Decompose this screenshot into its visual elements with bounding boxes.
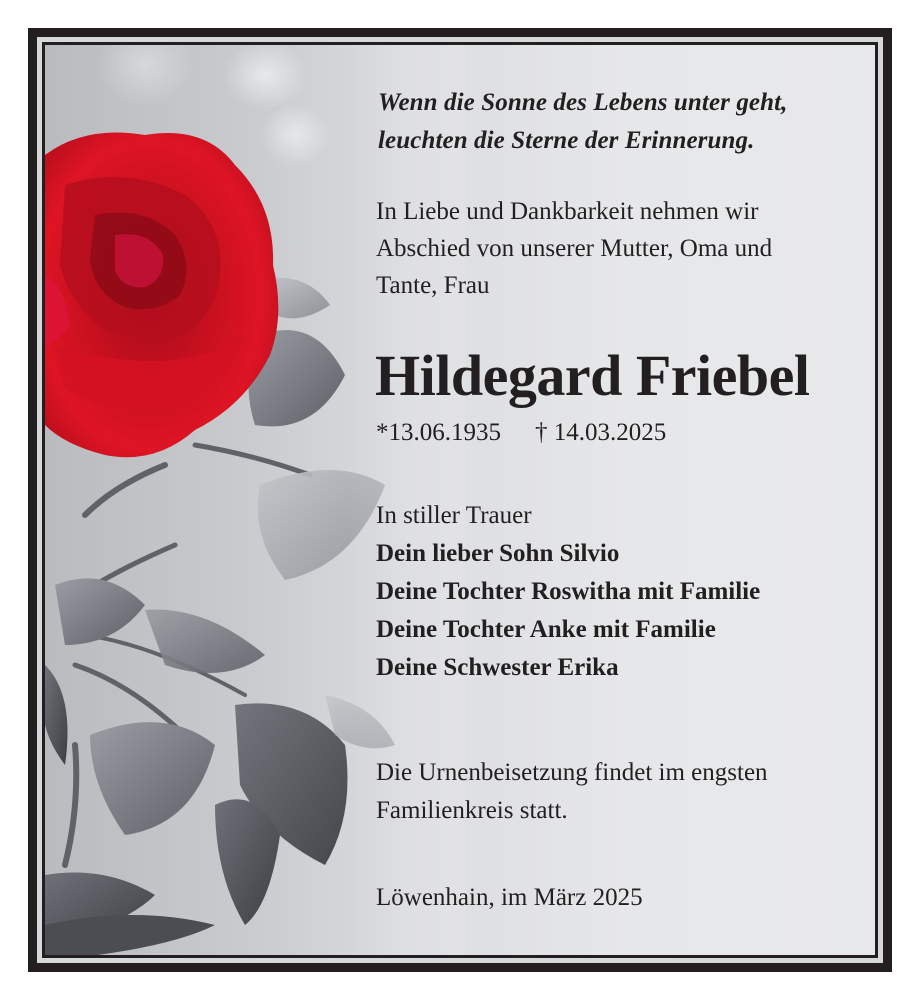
place-and-date: Löwenhain, im März 2025 — [376, 884, 643, 911]
mourning-label: In stiller Trauer — [376, 502, 532, 529]
intro-line-1: In Liebe und Dankbarkeit nehmen wir — [376, 198, 759, 225]
quote-line-1: Wenn die Sonne des Lebens unter geht, — [378, 89, 788, 116]
obituary-card — [42, 42, 878, 958]
birth-symbol: * — [376, 419, 389, 446]
quote-line-2: leuchten die Sterne der Erinnerung. — [378, 127, 755, 154]
birth-date: 13.06.1935 — [388, 419, 501, 446]
death-date: 14.03.2025 — [553, 419, 667, 446]
burial-notice-line-1: Die Urnenbeisetzung findet im engsten — [376, 759, 768, 786]
deceased-name: Hildegard Friebel — [375, 343, 810, 408]
death-cross-icon: † — [535, 419, 548, 446]
intro-line-2: Abschied von unserer Mutter, Oma und — [376, 235, 773, 262]
intro-line-3: Tante, Frau — [376, 272, 490, 299]
burial-notice-line-2: Familienkreis statt. — [376, 797, 568, 824]
mourner-4: Deine Schwester Erika — [376, 654, 619, 681]
mourner-1: Dein lieber Sohn Silvio — [376, 540, 620, 567]
mourner-3: Deine Tochter Anke mit Familie — [376, 616, 716, 643]
life-dates — [376, 419, 666, 447]
red-rose-icon — [45, 133, 278, 458]
mourner-2: Deine Tochter Roswitha mit Familie — [376, 578, 761, 605]
